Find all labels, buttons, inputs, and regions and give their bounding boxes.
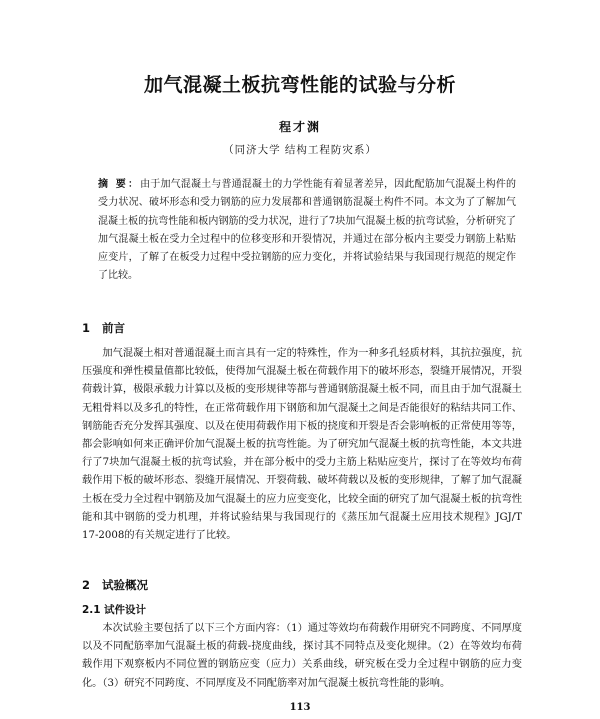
section-2-1-paragraph: 本次试验主要包括了以下三个方面内容：（1）通过等效均布荷载作用研究不同跨度、不同厚度以及不同配筋率加气混凝土板的荷载-挠度曲线，探讨其不同特点及变化规律。（2）在等效均布荷载作用下观察板内不同位置的钢筋应变（应力）关系曲线，研究板在受力全过程中钢筋的应力变化。（3）研究不同跨度、不同厚度及不同配筋率对加气混凝土板抗弯性能的影响。 (82, 623, 522, 689)
section-2-1-title: 试件设计 (104, 604, 146, 616)
section-1-title: 前言 (102, 321, 125, 335)
section-2-heading (82, 577, 148, 593)
section-2-number: 2 (82, 578, 91, 592)
section-1-number: 1 (82, 321, 91, 335)
abstract-text: 由于加气混凝土与普通混凝土的力学性能有着显著差异，因此配筋加气混凝土构件的受力状况、破坏形态和受力钢筋的应力发展都和普通钢筋混凝土构件不同。本文为了了解加气混凝土板的抗弯性能和板内钢筋的受力状况，进行了7块加气混凝土板的抗弯试验，分析研究了加气混凝土板在受力全过程中的位移变形和开裂情况，并通过在部分板内主要受力钢筋上粘贴应变片，了解了在板受力过程中受拉钢筋的应力变化，并将试验结果与我国现行规范的规定作了比较。 (98, 179, 517, 282)
paper-title: 加气混凝土板抗弯性能的试验与分析 (143, 74, 456, 96)
section-1-body (82, 345, 522, 545)
section-2-1-number: 2.1 (82, 604, 101, 616)
section-1-heading (82, 320, 125, 336)
page-number: 113 (289, 702, 311, 713)
author-affiliation: （同济大学 结构工程防灾系） (223, 144, 377, 156)
section-2-1-body (82, 620, 522, 693)
abstract (98, 176, 516, 286)
author-name: 程才渊 (278, 120, 321, 134)
section-2-1-heading (82, 602, 146, 617)
abstract-label: 摘 要： (98, 179, 141, 190)
section-2-title: 试验概况 (102, 578, 148, 592)
section-1-paragraph: 加气混凝土相对普通混凝土而言具有一定的特殊性，作为一种多孔轻质材料，其抗拉强度，抗压强度和弹性模量值都比较低，使得加气混凝土板在荷载作用下的破坏形态，裂缝开展情况，开裂荷载计算，极限承载力计算以及板的变形规律等都与普通钢筋混凝土板不同，而且由于加气混凝土无粗骨料以及多孔的特性，在正常荷载作用下钢筋和加气混凝土之间是否能很好的粘结共同工作、钢筋能否充分发挥其强度、以及在使用荷载作用下板的挠度和开裂是否会影响板的正常使用等等，都会影响如何来正确评价加气混凝土板的抗弯性能。为了研究加气混凝土板的抗弯性能，本文共进行了7块加气混凝土板的抗弯试验，并在部分板中的受力主筋上粘贴应变片，探讨了在等效均布荷载作用下板的破坏形态、裂缝开展情况、开裂荷载、破坏荷载以及板的变形规律，了解了加气混凝土板在受力全过程中钢筋及加气混凝土的应力应变变化，比较全面的研究了加气混凝土板的抗弯性能和其中钢筋的受力机理，并将试验结果与我国现行的《蒸压加气混凝土应用技术规程》JGJ/T 17-2008的有关规定进行了比较。 (82, 348, 522, 542)
